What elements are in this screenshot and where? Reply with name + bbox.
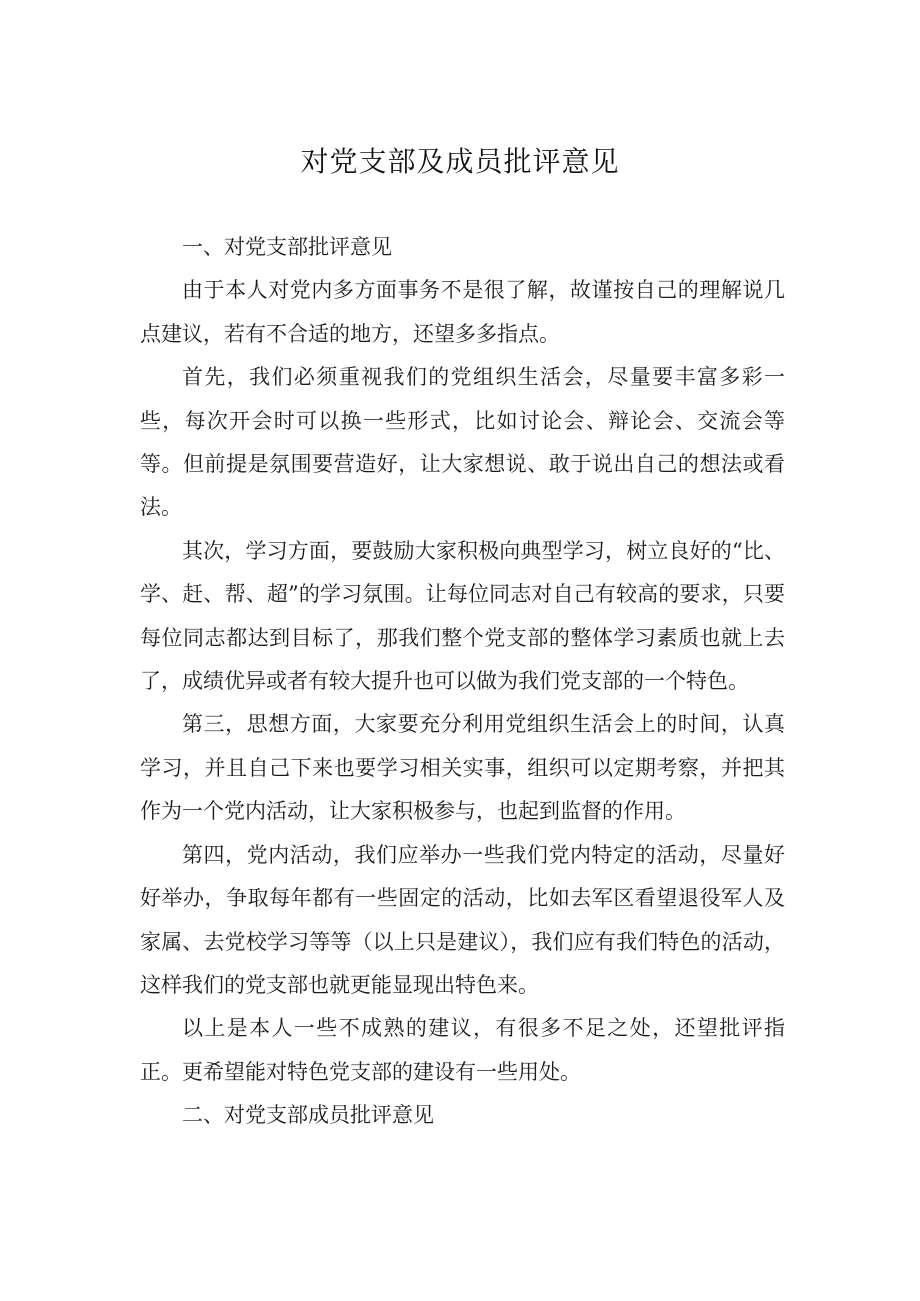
paragraph-second: 其次，学习方面，要鼓励大家积极向典型学习，树立良好的“比、学、赶、帮、超”的学习氛围。让每位同志对自己有较高的要求，只要每位同志都达到目标了，那我们整个党支部的整体学习素质也就上去了，成绩优异或者有较大提升也可以做为我们党支部的一个特色。: [140, 538, 785, 694]
paragraph-intro: 由于本人对党内多方面事务不是很了解，故谨按自己的理解说几点建议，若有不合适的地方，还望多多指点。: [140, 278, 785, 346]
paragraph-conclusion: 以上是本人一些不成熟的建议，有很多不足之处，还望批评指正。更希望能对特色党支部的建设有一些用处。: [140, 1016, 785, 1084]
document-body: [140, 226, 785, 1138]
paragraph-first: 首先，我们必须重视我们的党组织生活会，尽量要丰富多彩一些，每次开会时可以换一些形式，比如讨论会、辩论会、交流会等等。但前提是氛围要营造好，让大家想说、敢于说出自己的想法或看法。: [140, 365, 785, 520]
section-heading-2: 二、对党支部成员批评意见: [182, 1103, 434, 1128]
paragraph-fourth: 第四，党内活动，我们应举办一些我们党内特定的活动，尽量好好举办，争取每年都有一些固定的活动，比如去军区看望退役军人及家属、去党校学习等等（以上只是建议），我们应有我们特色的活动，这样我们的党支部也就更能显现出特色来。: [140, 842, 785, 997]
section-heading-1: 一、对党支部批评意见: [182, 235, 392, 259]
document-title: 对党支部及成员批评意见: [300, 145, 620, 178]
paragraph-third: 第三，思想方面，大家要充分利用党组织生活会上的时间，认真学习，并且自己下来也要学习相关实事，组织可以定期考察，并把其作为一个党内活动，让大家积极参与，也起到监督的作用。: [140, 712, 785, 824]
